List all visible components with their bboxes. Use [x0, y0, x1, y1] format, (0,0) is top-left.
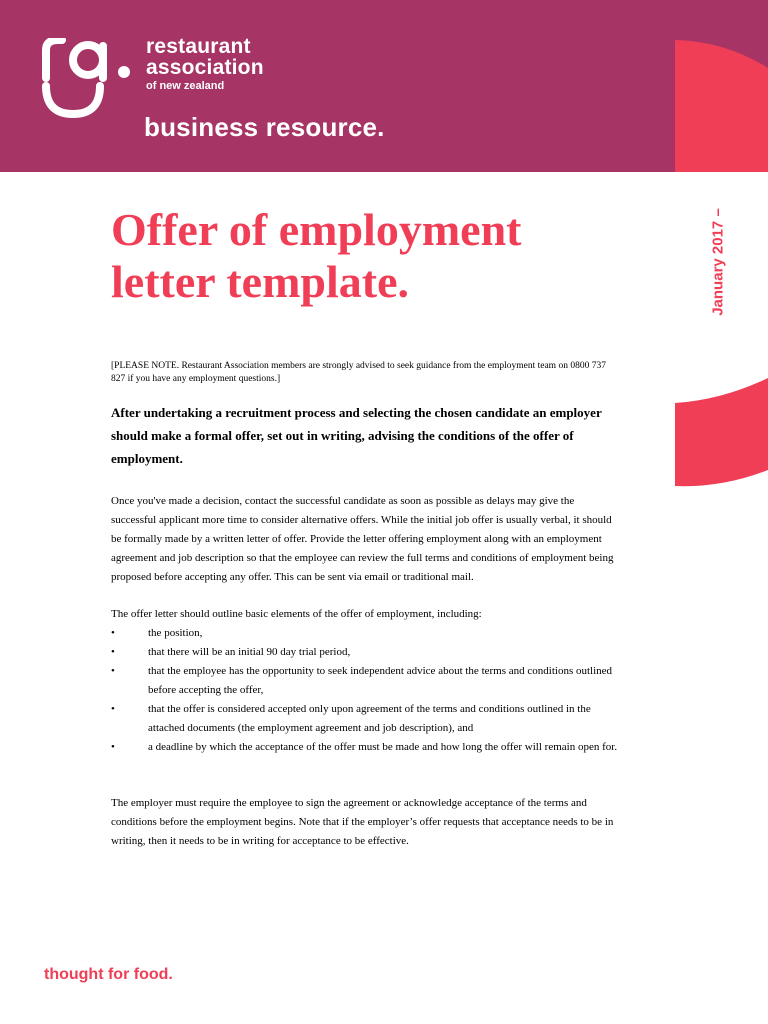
- title-line-2: letter template.: [111, 256, 409, 307]
- list-item-text: that the offer is considered accepted only upon agreement of the terms and conditions outlined in the attached documents (the employment agreement and job description), and: [148, 703, 591, 734]
- ra-logo-icon: [40, 38, 136, 120]
- list-item: [111, 662, 623, 700]
- offer-elements-list: [111, 624, 623, 757]
- bullet-icon: •: [111, 646, 115, 658]
- brand-line-association: association: [146, 56, 264, 79]
- list-item: [111, 643, 623, 662]
- list-item: [111, 700, 623, 738]
- brand-line-nz: of new zealand: [146, 80, 225, 92]
- list-item: [111, 738, 623, 757]
- bullet-icon: •: [111, 665, 115, 677]
- body-paragraph-3: The employer must require the employee to sign the agreement or acknowledge acceptance of the terms and conditions before the employment begins. Note that if the employer’s offer requests that acceptance needs to be in writing, then it needs to be in writing for acceptance to be effective.: [111, 797, 614, 847]
- side-date: January 2017 –: [709, 208, 727, 316]
- bullet-icon: •: [111, 627, 115, 639]
- list-item-text: a deadline by which the acceptance of the offer must be made and how long the offer will remain open for.: [148, 741, 618, 753]
- title-line-1: Offer of employment: [111, 204, 522, 255]
- brand-name: [146, 36, 264, 93]
- bullet-icon: •: [111, 741, 115, 753]
- bullet-icon: •: [111, 703, 115, 715]
- lead-paragraph: After undertaking a recruitment process and selecting the chosen candidate an employer should make a formal offer, set out in writing, advising the conditions of the offer of employment.: [111, 405, 602, 466]
- mid-arc-shape: [675, 378, 768, 486]
- brand-line-restaurant: restaurant: [146, 35, 251, 58]
- list-item: [111, 624, 623, 643]
- page-title: [111, 204, 631, 308]
- body-paragraph-1: Once you've made a decision, contact the successful candidate as soon as possible as delays may give the successful applicant more time to consider alternative offers. While the initial job offer is usually verbal, it should be formally made by a written letter of offer. Provide the letter offering employment along with an employment agreement and job description so that the employee can review the full terms and conditions of employment being proposed before accepting any offer. This can be sent via email or traditional mail.: [111, 495, 614, 583]
- list-item-text: that there will be an initial 90 day trial period,: [148, 646, 351, 658]
- list-intro: The offer letter should outline basic elements of the offer of employment, including:: [111, 608, 482, 620]
- header-banner: [0, 0, 768, 172]
- header-subtitle: business resource.: [144, 112, 385, 142]
- footer-tagline: thought for food.: [44, 966, 173, 983]
- guidance-note: [PLEASE NOTE. Restaurant Association members are strongly advised to seek guidance from the employment team on 0800 737 827 if you have any employment questions.]: [111, 361, 606, 384]
- list-item-text: the position,: [148, 627, 203, 639]
- list-item-text: that the employee has the opportunity to seek independent advice about the terms and conditions outlined before accepting the offer,: [148, 665, 613, 696]
